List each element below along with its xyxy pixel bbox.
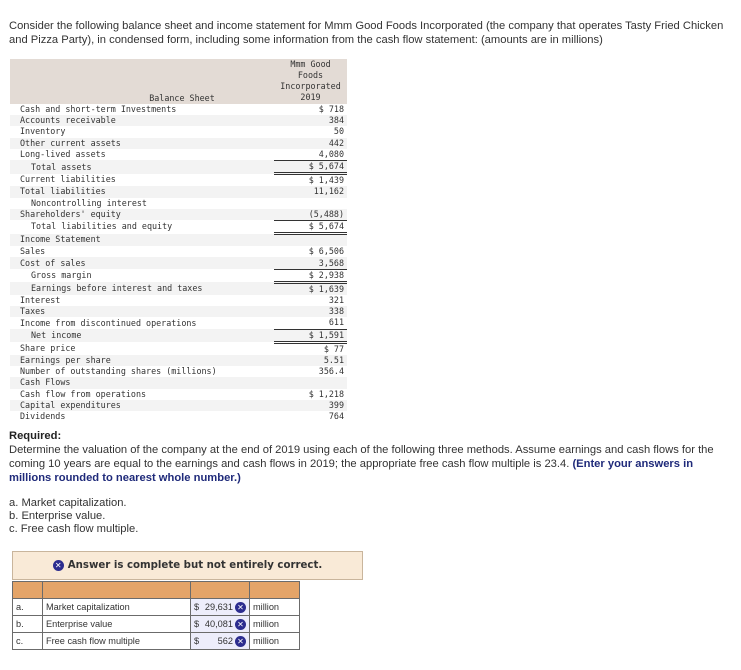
feedback-text: Answer is complete but not entirely correct. [67, 560, 323, 571]
table-row [10, 317, 347, 329]
table-row [10, 246, 347, 257]
answer-label: Enterprise value [43, 616, 191, 633]
table-row [10, 149, 347, 161]
market-cap-input[interactable]: $ 29,631 ✕ [191, 599, 250, 616]
row-value: 3,568 [274, 257, 347, 269]
row-value: $ 5,674 [274, 160, 347, 173]
answer-row-b [13, 616, 300, 633]
answer-value: 29,631 [204, 602, 233, 612]
row-label: Taxes [10, 306, 274, 317]
parts-list [9, 497, 138, 536]
incorrect-icon: ✕ [235, 602, 246, 613]
row-value: $ 718 [318, 104, 344, 115]
row-label: Current liabilities [20, 174, 116, 185]
table-row [10, 306, 347, 317]
answer-row-c [13, 633, 300, 650]
row-label: Shareholders' equity [10, 209, 274, 221]
row-value [274, 198, 347, 209]
year-header: 2019 [300, 92, 321, 102]
answer-unit: million [250, 616, 300, 633]
row-value: 764 [328, 410, 344, 421]
answer-header-row [13, 582, 300, 599]
table-row [10, 209, 347, 221]
company-header [274, 59, 347, 104]
row-value: 442 [274, 138, 347, 149]
row-value: $ 1,439 [308, 175, 344, 186]
table-row [10, 295, 347, 306]
row-value: $ 1,218 [308, 388, 344, 399]
table-row [10, 160, 347, 173]
answer-letter: c. [13, 633, 43, 650]
row-value: $ 1,639 [274, 282, 347, 295]
table-row [10, 198, 347, 209]
row-label: Other current assets [10, 138, 274, 149]
row-value: 4,080 [274, 149, 347, 161]
required-instruction: (Enter your answers in millions rounded to nearest whole number.) [9, 458, 694, 484]
table-row [10, 411, 347, 422]
row-label: Earnings per share [10, 355, 274, 366]
table-row [10, 257, 347, 269]
row-value: $ 1,591 [274, 329, 347, 342]
row-label: Dividends [20, 410, 66, 421]
row-label: Gross margin [31, 270, 92, 281]
answer-unit: million [250, 599, 300, 616]
table-row [10, 104, 347, 115]
row-value: $ 2,938 [274, 269, 347, 282]
row-label: Net income [10, 329, 274, 342]
row-value: 5.51 [274, 355, 347, 366]
answer-letter: a. [13, 599, 43, 616]
table-row [10, 366, 347, 377]
row-label: Cash and short-term Investments [20, 104, 177, 115]
answer-unit: million [250, 633, 300, 650]
table-row [10, 220, 347, 233]
table-row [10, 138, 347, 149]
answer-letter: b. [13, 616, 43, 633]
required-title: Required: [9, 430, 62, 442]
balance-sheet-header: Balance Sheet [10, 59, 274, 104]
row-value: $ 6,506 [308, 246, 344, 257]
incorrect-icon: ✕ [235, 619, 246, 630]
row-value: 11,162 [274, 186, 347, 197]
required-section [9, 429, 724, 485]
x-circle-icon: ✕ [53, 560, 64, 571]
table-row [10, 355, 347, 366]
row-value: 356.4 [318, 366, 344, 377]
answer-label: Free cash flow multiple [43, 633, 191, 650]
fcf-multiple-input[interactable]: $ 562 ✕ [191, 633, 250, 650]
row-value [274, 234, 347, 247]
table-row [10, 234, 347, 247]
row-value: 50 [333, 126, 344, 137]
row-value: (5,488) [274, 209, 347, 221]
row-label: Number of outstanding shares (millions) [20, 366, 217, 377]
row-label: Income from discontinued operations [20, 317, 197, 328]
answer-value: 40,081 [204, 619, 233, 629]
feedback-banner [12, 551, 363, 580]
answer-label: Market capitalization [43, 599, 191, 616]
table-row [10, 342, 347, 355]
row-label: Inventory [20, 126, 66, 137]
row-label: Long-lived assets [20, 149, 106, 160]
table-row [10, 126, 347, 137]
company-header-line2: Foods [297, 70, 324, 80]
row-value: 338 [274, 306, 347, 317]
table-row [10, 269, 347, 282]
row-label: Share price [20, 343, 76, 354]
row-value: $ 5,674 [274, 220, 347, 233]
answer-row-a [13, 599, 300, 616]
table-row [10, 389, 347, 400]
row-label: Cash flow from operations [20, 388, 147, 399]
section-label: Cash Flows [10, 377, 274, 388]
answer-table [12, 581, 300, 650]
financial-statement-table [10, 59, 347, 422]
row-label: Earnings before interest and taxes [10, 282, 274, 295]
row-value: 399 [274, 400, 347, 411]
row-label: Accounts receivable [10, 115, 274, 126]
row-label: Noncontrolling interest [31, 197, 147, 208]
row-value: 611 [274, 317, 347, 329]
table-row [10, 282, 347, 295]
row-label: Total liabilities [10, 186, 274, 197]
part-a: a. Market capitalization. [9, 497, 127, 509]
table-header-row [10, 59, 347, 104]
part-c: c. Free cash flow multiple. [9, 523, 139, 535]
answer-value: 562 [217, 636, 233, 646]
row-label: Capital expenditures [10, 400, 274, 411]
row-value [274, 377, 347, 388]
company-header-line1: Mmm Good [290, 59, 331, 69]
enterprise-value-input[interactable]: $ 40,081 ✕ [191, 616, 250, 633]
company-header-line3: Incorporated [280, 81, 341, 91]
table-row [10, 186, 347, 197]
row-label: Total assets [10, 160, 274, 173]
row-value: $ 77 [323, 343, 344, 354]
problem-intro: Consider the following balance sheet and income statement for Mmm Good Foods Incorporated (the company that operates Tasty Fried Chicken and Pizza Party), in condensed form, including some information from the cash flow statement: (amounts are in millions) [9, 20, 724, 46]
required-text: Determine the valuation of the company at the end of 2019 using each of the following three methods. Assume earnings and cash flows for the coming 10 years are equal to the earnings and cash flows in 2019; the appropriate free cash flow multiple is 23.4. [9, 444, 714, 470]
table-row [10, 400, 347, 411]
row-value: 321 [328, 295, 344, 306]
table-row [10, 377, 347, 388]
table-row [10, 174, 347, 187]
section-label: Income Statement [10, 234, 274, 247]
row-label: Sales [20, 246, 46, 257]
row-label: Interest [20, 295, 61, 306]
incorrect-icon: ✕ [235, 636, 246, 647]
row-value: 384 [274, 115, 347, 126]
table-row [10, 115, 347, 126]
table-row [10, 329, 347, 342]
row-label: Cost of sales [10, 257, 274, 269]
row-label: Total liabilities and equity [31, 221, 173, 232]
part-b: b. Enterprise value. [9, 510, 106, 522]
